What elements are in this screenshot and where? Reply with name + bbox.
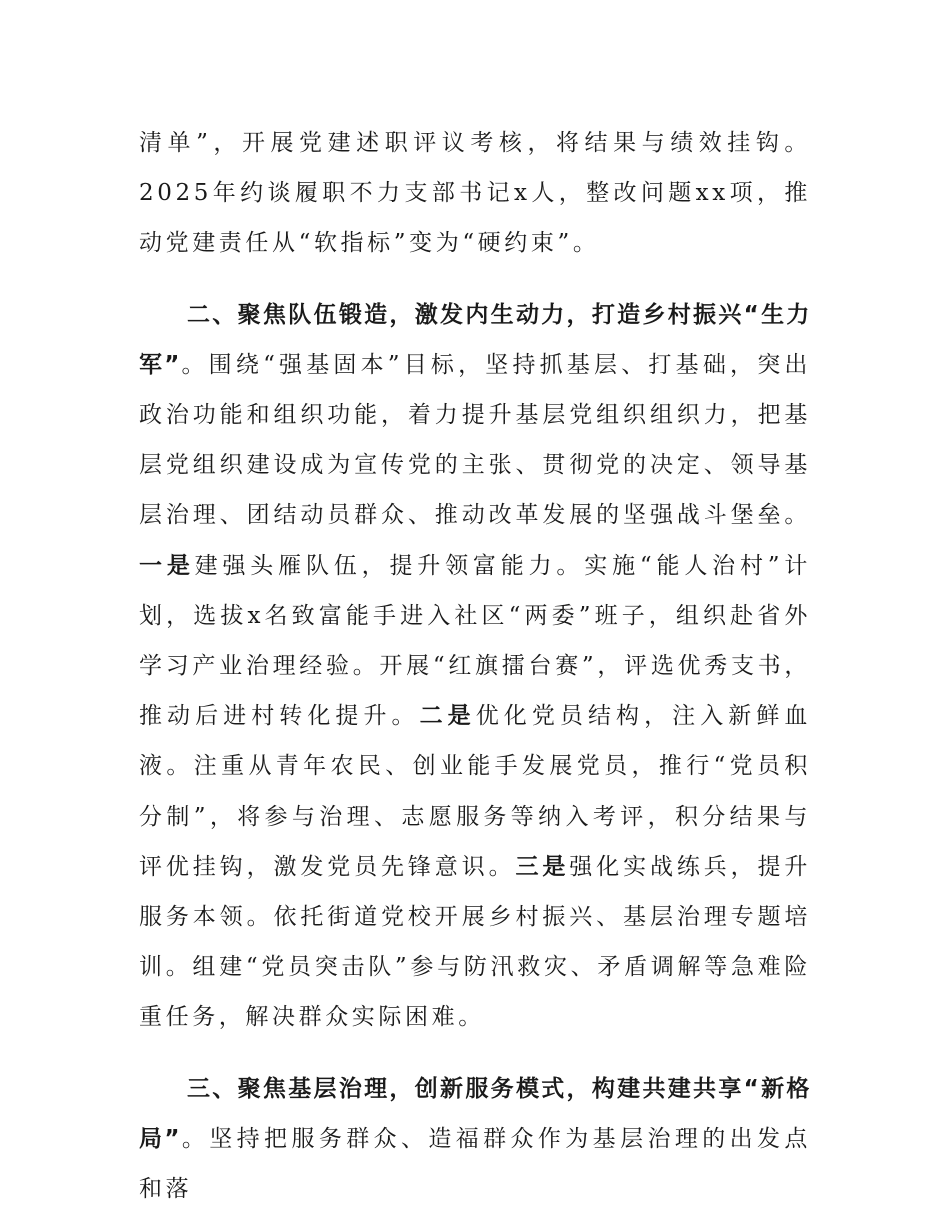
item-marker-one: 一是 (139, 552, 195, 579)
item-text-three: 强化实战练兵，提升服务本领。依托街道党校开展乡村振兴、基层治理专题培训。组建“党员突击队”参与防汛救灾、矛盾调解等急难险重任务，解决群众实际困难。 (139, 853, 812, 1031)
paragraph-responsibility: 清单”，开展党建述职评议考核，将结果与绩效挂钩。2025年约谈履职不力支部书记x人，整改问题xx项，推动党建责任从“软指标”变为“硬约束”。 (139, 130, 811, 257)
section-intro: 。围绕“强基固本”目标，坚持抓基层、打基础，突出政治功能和组织功能，着力提升基层党组织组织力，把基层党组织建设成为宣传党的主张、贯彻党的决定、领导基层治理、团结动员群众、推动改革发展的坚强战斗堡垒。 (139, 351, 811, 529)
paragraph-governance (139, 1064, 811, 1215)
document-page (139, 118, 811, 1214)
section-heading-two: 二、聚焦队伍锻造，激发内生动力，打造乡村振兴“生力军” (139, 301, 811, 378)
paragraph-team-building (139, 290, 811, 1043)
item-marker-three: 三是 (515, 853, 570, 880)
paragraph-gap (139, 269, 811, 290)
item-text-one: 建强头雁队伍，提升领富能力。实施“能人治村”计划，选拔x名致富能手进入社区“两委”班子，组织赴省外学习产业治理经验。开展“红旗擂台赛”，评选优秀支书，推动后进村转化提升。 (139, 552, 811, 730)
item-marker-two: 二是 (419, 703, 476, 730)
paragraph-gap (139, 1043, 811, 1064)
item-text-two: 优化党员结构，注入新鲜血液。注重从青年农民、创业能手发展党员，推行“党员积分制”，将参与治理、志愿服务等纳入考评，积分结果与评优挂钩，激发党员先锋意识。 (139, 703, 812, 880)
section-intro: 。坚持把服务群众、造福群众作为基层治理的出发点和落 (139, 1125, 811, 1203)
section-heading-three: 三、聚焦基层治理，创新服务模式，构建共建共享“新格局” (139, 1075, 811, 1152)
